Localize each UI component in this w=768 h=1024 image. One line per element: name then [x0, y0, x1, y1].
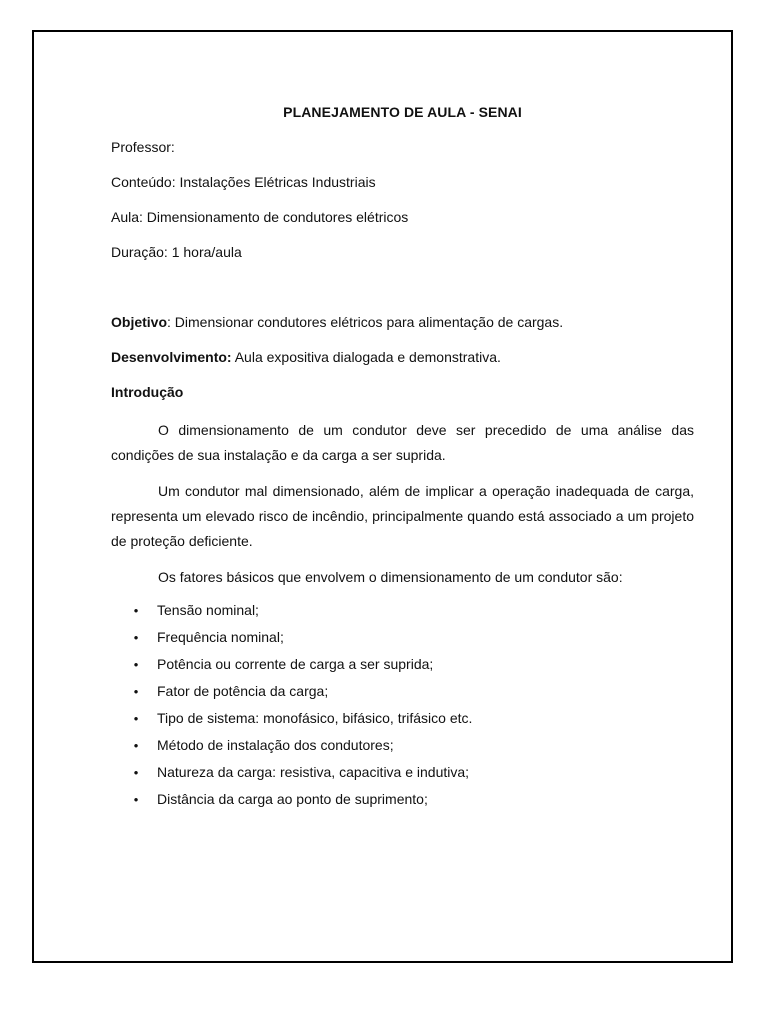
list-item-text: Frequência nominal;: [157, 629, 284, 645]
conteudo-line: Conteúdo: Instalações Elétricas Industriais: [111, 174, 376, 190]
list-item: [111, 656, 694, 683]
objetivo-line: [111, 314, 694, 331]
introducao-heading: Introdução: [111, 384, 184, 400]
duracao-line: Duração: 1 hora/aula: [111, 244, 242, 260]
list-item: [111, 710, 694, 737]
desenvolvimento-text: Aula expositiva dialogada e demonstrativa.: [231, 349, 501, 365]
professor-line: Professor:: [111, 139, 175, 155]
desenvolvimento-label: Desenvolvimento:: [111, 349, 232, 365]
list-item: [111, 683, 694, 710]
list-item-text: Potência ou corrente de carga a ser suprida;: [157, 656, 434, 672]
list-item: [111, 737, 694, 764]
list-item-text: Fator de potência da carga;: [157, 683, 329, 699]
bullet-icon: •: [133, 630, 139, 645]
list-item: [111, 629, 694, 656]
bullet-icon: •: [133, 657, 139, 672]
bullet-icon: •: [133, 738, 139, 753]
bullet-icon: •: [133, 792, 139, 807]
factors-list: [111, 602, 694, 818]
list-item: [111, 602, 694, 629]
objetivo-text: : Dimensionar condutores elétricos para alimentação de cargas.: [167, 314, 564, 330]
intro-paragraph-1: O dimensionamento de um condutor deve ser precedido de uma análise das condições de sua instalação e da carga a ser suprida.: [111, 422, 694, 463]
bullet-icon: •: [133, 765, 139, 780]
document-title: PLANEJAMENTO DE AULA - SENAI: [283, 104, 522, 120]
list-item-text: Tipo de sistema: monofásico, bifásico, trifásico etc.: [157, 710, 473, 726]
intro-paragraph-2: Um condutor mal dimensionado, além de implicar a operação inadequada de carga, representa um elevado risco de incêndio, principalmente quando está associado a um projeto de proteção deficiente.: [111, 483, 694, 549]
list-item: [111, 764, 694, 791]
list-item-text: Método de instalação dos condutores;: [157, 737, 394, 753]
list-item-text: Distância da carga ao ponto de suprimento;: [157, 791, 428, 807]
list-item-text: Natureza da carga: resistiva, capacitiva e indutiva;: [157, 764, 470, 780]
list-item: [111, 791, 694, 818]
list-item-text: Tensão nominal;: [157, 602, 259, 618]
objetivo-label: Objetivo: [111, 314, 168, 330]
bullet-icon: •: [133, 711, 139, 726]
aula-line: Aula: Dimensionamento de condutores elétricos: [111, 209, 409, 225]
document-body: [111, 104, 694, 818]
bullet-icon: •: [133, 684, 139, 699]
page-border: [32, 30, 733, 963]
bullet-icon: •: [133, 603, 139, 618]
desenvolvimento-line: [111, 349, 694, 366]
intro-paragraph-3: Os fatores básicos que envolvem o dimensionamento de um condutor são:: [158, 569, 623, 585]
